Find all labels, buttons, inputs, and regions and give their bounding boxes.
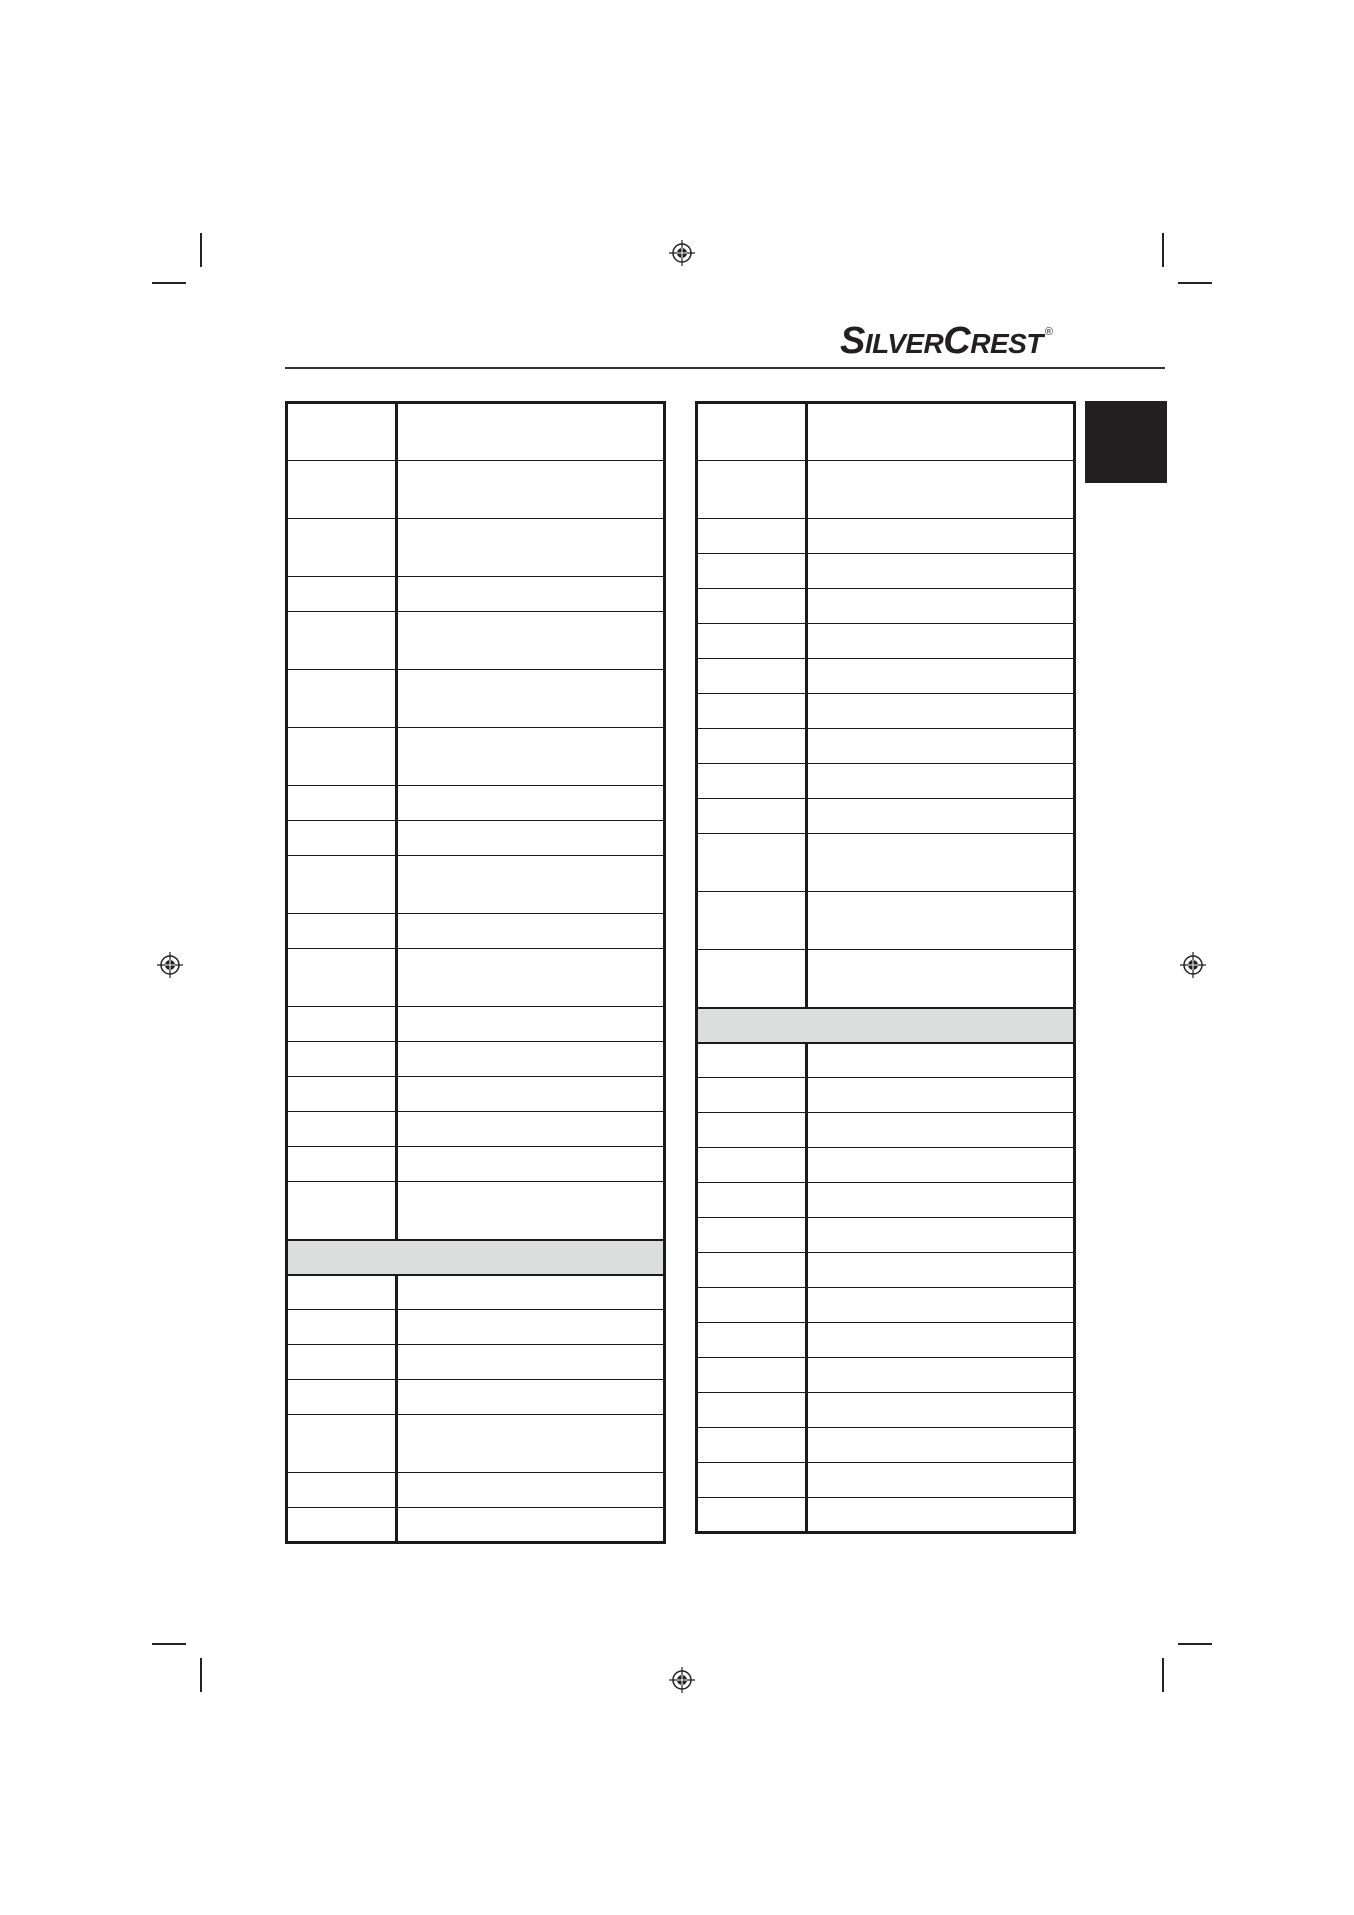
spec-label-cell	[287, 1345, 397, 1380]
spec-label-cell	[287, 1147, 397, 1182]
table-row	[287, 519, 665, 577]
spec-value-cell	[397, 670, 665, 728]
spec-value-cell	[397, 612, 665, 670]
spec-label-cell	[697, 1393, 807, 1428]
spec-value-cell	[397, 821, 665, 856]
table-row	[697, 659, 1075, 694]
registered-mark: ®	[1044, 326, 1053, 338]
table-row	[697, 1463, 1075, 1498]
spec-value-cell	[807, 799, 1075, 834]
table-row	[287, 949, 665, 1007]
spec-table-right	[695, 401, 1076, 1534]
spec-label-cell	[697, 519, 807, 554]
table-row	[697, 1183, 1075, 1218]
spec-value-cell	[807, 1078, 1075, 1113]
spec-value-cell	[397, 1310, 665, 1345]
table-row	[697, 764, 1075, 799]
table-row	[287, 461, 665, 519]
table-row	[697, 1148, 1075, 1183]
spec-label-cell	[287, 577, 397, 612]
spec-label-cell	[287, 1042, 397, 1077]
spec-label-cell	[697, 1288, 807, 1323]
spec-value-cell	[397, 1380, 665, 1415]
spec-label-cell	[287, 670, 397, 728]
crop-mark	[1178, 1643, 1212, 1645]
spec-label-cell	[697, 950, 807, 1008]
table-row	[287, 1182, 665, 1240]
spec-value-cell	[807, 589, 1075, 624]
spec-value-cell	[397, 1007, 665, 1042]
table-row	[697, 589, 1075, 624]
spec-label-cell	[287, 1380, 397, 1415]
table-row	[287, 1007, 665, 1042]
spec-label-cell	[287, 403, 397, 461]
language-tab	[1085, 401, 1167, 483]
spec-value-cell	[397, 1182, 665, 1240]
spec-value-cell	[397, 1042, 665, 1077]
spec-value-cell	[807, 659, 1075, 694]
spec-label-cell	[697, 1148, 807, 1183]
table-row	[287, 1415, 665, 1473]
spec-value-cell	[807, 1463, 1075, 1498]
table-row	[697, 461, 1075, 519]
table-row	[697, 1358, 1075, 1393]
spec-value-cell	[807, 1498, 1075, 1533]
spec-value-cell	[807, 461, 1075, 519]
spec-label-cell	[697, 892, 807, 950]
spec-value-cell	[397, 728, 665, 786]
spec-label-cell	[287, 1077, 397, 1112]
table-row	[697, 892, 1075, 950]
table-row	[287, 1345, 665, 1380]
spec-label-cell	[287, 821, 397, 856]
spec-value-cell	[397, 577, 665, 612]
spec-value-cell	[807, 1148, 1075, 1183]
spec-label-cell	[287, 1415, 397, 1473]
spec-value-cell	[397, 1147, 665, 1182]
spec-label-cell	[697, 764, 807, 799]
spec-table-left	[285, 401, 666, 1544]
spec-value-cell	[807, 764, 1075, 799]
spec-label-cell	[287, 612, 397, 670]
table-row	[287, 821, 665, 856]
spec-value-cell	[807, 1113, 1075, 1148]
table-row	[287, 728, 665, 786]
table-row	[287, 403, 665, 461]
spec-value-cell	[807, 1428, 1075, 1463]
spec-label-cell	[287, 1182, 397, 1240]
registration-mark-icon	[667, 238, 697, 268]
table-row	[697, 1428, 1075, 1463]
spec-value-cell	[397, 1112, 665, 1147]
brand-logo	[840, 320, 1053, 360]
spec-value-cell	[397, 1077, 665, 1112]
table-row	[287, 1473, 665, 1508]
spec-value-cell	[807, 554, 1075, 589]
spec-value-cell	[397, 856, 665, 914]
spec-label-cell	[697, 461, 807, 519]
table-row	[287, 612, 665, 670]
spec-label-cell	[697, 1183, 807, 1218]
spec-label-cell	[287, 856, 397, 914]
table-row	[697, 694, 1075, 729]
spec-value-cell	[397, 1508, 665, 1543]
spec-label-cell	[697, 729, 807, 764]
table-section-row	[287, 1240, 665, 1275]
table-row	[697, 1043, 1075, 1078]
spec-label-cell	[287, 1112, 397, 1147]
table-row	[697, 624, 1075, 659]
spec-value-cell	[397, 461, 665, 519]
spec-label-cell	[697, 659, 807, 694]
spec-label-cell	[697, 1043, 807, 1078]
table-row	[287, 1310, 665, 1345]
spec-value-cell	[807, 1358, 1075, 1393]
crop-mark	[1178, 282, 1212, 284]
table-row	[287, 1275, 665, 1310]
registration-mark-icon	[155, 950, 185, 980]
spec-label-cell	[697, 1428, 807, 1463]
table-row	[697, 403, 1075, 461]
spec-value-cell	[807, 1218, 1075, 1253]
spec-value-cell	[397, 786, 665, 821]
spec-label-cell	[287, 1275, 397, 1310]
table-row	[697, 554, 1075, 589]
logo-letter: C	[943, 320, 971, 362]
spec-value-cell	[807, 950, 1075, 1008]
table-row	[697, 1253, 1075, 1288]
table-row	[697, 1323, 1075, 1358]
table-row	[697, 519, 1075, 554]
spec-label-cell	[697, 1358, 807, 1393]
crop-mark	[1162, 233, 1164, 267]
crop-mark	[152, 1643, 186, 1645]
spec-label-cell	[697, 1498, 807, 1533]
table-row	[287, 1380, 665, 1415]
spec-label-cell	[697, 834, 807, 892]
registration-mark-icon	[667, 1665, 697, 1695]
spec-label-cell	[697, 589, 807, 624]
crop-mark	[1162, 1658, 1164, 1692]
table-row	[697, 834, 1075, 892]
spec-label-cell	[287, 914, 397, 949]
spec-label-cell	[697, 1463, 807, 1498]
spec-value-cell	[807, 624, 1075, 659]
table-row	[697, 1078, 1075, 1113]
spec-value-cell	[807, 1393, 1075, 1428]
spec-label-cell	[697, 1323, 807, 1358]
crop-mark	[152, 282, 186, 284]
section-heading-cell	[697, 1008, 1075, 1043]
spec-label-cell	[287, 1007, 397, 1042]
spec-value-cell	[807, 403, 1075, 461]
spec-label-cell	[697, 799, 807, 834]
table-row	[287, 1112, 665, 1147]
spec-label-cell	[287, 1473, 397, 1508]
table-row	[287, 1042, 665, 1077]
table-row	[697, 799, 1075, 834]
spec-label-cell	[287, 461, 397, 519]
spec-value-cell	[807, 1043, 1075, 1078]
spec-label-cell	[697, 1113, 807, 1148]
table-row	[697, 1393, 1075, 1428]
spec-label-cell	[697, 1218, 807, 1253]
table-row	[697, 1218, 1075, 1253]
table-row	[697, 1288, 1075, 1323]
spec-value-cell	[807, 1183, 1075, 1218]
logo-letter: S	[840, 320, 865, 362]
spec-label-cell	[697, 694, 807, 729]
spec-value-cell	[397, 519, 665, 577]
table-section-row	[697, 1008, 1075, 1043]
table-row	[287, 856, 665, 914]
spec-value-cell	[807, 1288, 1075, 1323]
spec-value-cell	[397, 1415, 665, 1473]
spec-value-cell	[807, 729, 1075, 764]
crop-mark	[200, 233, 202, 267]
table-row	[697, 1113, 1075, 1148]
table-row	[287, 1077, 665, 1112]
spec-value-cell	[397, 1345, 665, 1380]
spec-label-cell	[697, 403, 807, 461]
spec-value-cell	[807, 519, 1075, 554]
spec-value-cell	[807, 1253, 1075, 1288]
spec-label-cell	[287, 519, 397, 577]
table-row	[287, 786, 665, 821]
table-row	[287, 914, 665, 949]
spec-label-cell	[287, 728, 397, 786]
spec-value-cell	[397, 403, 665, 461]
spec-value-cell	[397, 949, 665, 1007]
table-row	[287, 577, 665, 612]
spec-value-cell	[807, 892, 1075, 950]
logo-text: REST	[970, 328, 1043, 359]
spec-value-cell	[397, 1473, 665, 1508]
spec-value-cell	[807, 1323, 1075, 1358]
logo-text: ILVER	[864, 328, 944, 359]
spec-label-cell	[287, 1310, 397, 1345]
table-row	[697, 950, 1075, 1008]
spec-value-cell	[807, 834, 1075, 892]
spec-label-cell	[697, 624, 807, 659]
spec-label-cell	[697, 1253, 807, 1288]
spec-value-cell	[397, 914, 665, 949]
spec-label-cell	[697, 1078, 807, 1113]
spec-label-cell	[287, 949, 397, 1007]
table-row	[287, 1508, 665, 1543]
spec-table-right-body	[697, 403, 1075, 1533]
crop-mark	[200, 1658, 202, 1692]
spec-label-cell	[287, 1508, 397, 1543]
spec-value-cell	[807, 694, 1075, 729]
spec-table-left-body	[287, 403, 665, 1543]
header-rule	[285, 367, 1165, 369]
spec-value-cell	[397, 1275, 665, 1310]
spec-label-cell	[287, 786, 397, 821]
table-row	[287, 670, 665, 728]
registration-mark-icon	[1178, 950, 1208, 980]
table-row	[287, 1147, 665, 1182]
table-row	[697, 1498, 1075, 1533]
section-heading-cell	[287, 1240, 665, 1275]
spec-label-cell	[697, 554, 807, 589]
table-row	[697, 729, 1075, 764]
